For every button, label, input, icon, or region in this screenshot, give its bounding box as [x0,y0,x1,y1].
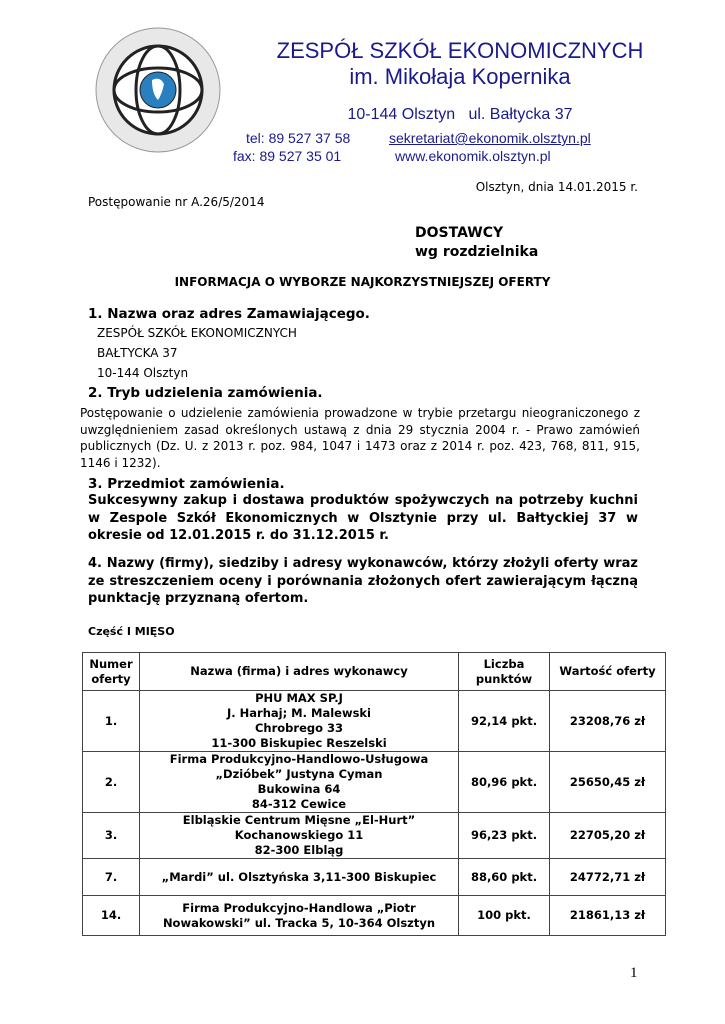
offer-number: 7. [83,859,140,896]
contractor-line: Nowakowski” ul. Tracka 5, 10-364 Olsztyn [162,915,436,930]
school-patron: im. Mikołaja Kopernika [349,64,571,89]
column-header: Wartość oferty [550,653,666,691]
contractor-line: Bukowina 64 [257,782,341,796]
contractor-line: Elbląskie Centrum Mięsne „El-Hurt” [182,813,416,827]
offer-value: 22705,20 zł [550,813,666,859]
offer-value: 25650,45 zł [550,752,666,813]
points: 92,14 pkt. [459,691,550,752]
offer-number: 2. [83,752,140,813]
contractor-line: Chrobrego 33 [254,721,344,735]
school-name: ZESPÓŁ SZKÓŁ EKONOMICZNYCH [276,38,644,63]
contractor-name [140,752,459,813]
section-3-text: Sukcesywny zakup i dostawa produktów spożywczych na potrzeby kuchni w Zespole Szkół Ekonomicznych w Olsztynie przy ul. Bałtyckiej 37 w okresie od 12.01.2015 r. do 31.12.2015 r. [88,493,638,543]
table-row [83,813,666,859]
school-address: 10-144 Olsztyn ul. Bałtycka 37 [347,106,573,123]
table-row [83,752,666,813]
points: 80,96 pkt. [459,752,550,813]
contractor-name [140,691,459,752]
section-4-text: 4. Nazwy (firmy), siedziby i adresy wykonawców, którzy złożyli oferty wraz ze streszczeniem oceny i porównania złożonych ofert zawierającym łączną punktację przyznaną ofertom. [88,556,638,606]
table-row [83,859,666,896]
contractor-line: Kochanowskiego 11 [234,828,364,842]
date: Olsztyn, dnia 14.01.2015 r. [475,180,638,194]
contractor-line: Firma Produkcyjno-Handlowo-Usługowa [169,752,429,766]
points: 88,60 pkt. [459,859,550,896]
orderer-street: BAŁTYCKA 37 [97,346,178,360]
points: 96,23 pkt. [459,813,550,859]
school-logo [92,24,224,156]
points: 100 pkt. [459,896,550,936]
part-label: Część I MIĘSO [88,625,175,638]
offers-table [82,652,666,936]
page-number: 1 [630,965,638,981]
column-header: Numer oferty [83,653,140,691]
orderer-name: ZESPÓŁ SZKÓŁ EKONOMICZNYCH [97,326,297,340]
section-1-heading: 1. Nazwa oraz adres Zamawiającego. [88,306,370,322]
contractor-line: „Mardi” ul. Olsztyńska 3,11-300 Biskupiec [161,869,437,884]
section-2-text: Postępowanie o udzielenie zamówienia prowadzone w trybie przetargu nieograniczonego z uwzględnieniem zasad określonych ustawą z dnia 29 stycznia 2004 r. - Prawo zamówień publicznych (Dz. U. z 2013 r. poz. 984, 1047 i 1473 oraz z 2014 r. poz. 423, 768, 811, 915, 1146 i 1232). [80,406,640,470]
offer-number: 1. [83,691,140,752]
orderer-city: 10-144 Olsztyn [97,366,189,380]
case-number: Postępowanie nr A.26/5/2014 [88,195,265,209]
table-header-row [83,653,666,691]
recipient-line: DOSTAWCY [415,225,504,241]
table-row [83,896,666,936]
section-2-heading: 2. Tryb udzielenia zamówienia. [88,385,323,401]
offer-value: 21861,13 zł [550,896,666,936]
contractor-line: 82-300 Elbląg [254,843,344,857]
contractor-line: 11-300 Biskupiec Reszelski [211,736,387,750]
document-title: INFORMACJA O WYBORZE NAJKORZYSTNIEJSZEJ OFERTY [174,275,551,289]
website-link[interactable]: www.ekonomik.olsztyn.pl [395,148,551,164]
contractor-name [140,859,459,896]
table-row [83,691,666,752]
contractor-line: J. Harhaj; M. Malewski [226,706,372,720]
contractor-line: PHU MAX SP.J [255,691,343,705]
email-link[interactable]: sekretariat@ekonomik.olsztyn.pl [389,130,591,146]
recipient-line: wg rozdzielnika [415,244,539,260]
contractor-line: 84-312 Cewice [251,797,347,811]
offer-number: 3. [83,813,140,859]
column-header: Nazwa (firma) i adres wykonawcy [140,653,459,691]
column-header: Liczba punktów [459,653,550,691]
offer-value: 23208,76 zł [550,691,666,752]
contractor-name [140,813,459,859]
contractor-line: Firma Produkcyjno-Handlowa „Piotr [182,900,416,915]
section-3-heading: 3. Przedmiot zamówienia. [88,476,285,492]
offer-number: 14. [83,896,140,936]
tel: tel: 89 527 37 58 [246,130,351,146]
contractor-name [140,896,459,936]
offer-value: 24772,71 zł [550,859,666,896]
contractor-line: „Dzióbek” Justyna Cyman [215,767,383,781]
fax: fax: 89 527 35 01 [233,148,342,164]
